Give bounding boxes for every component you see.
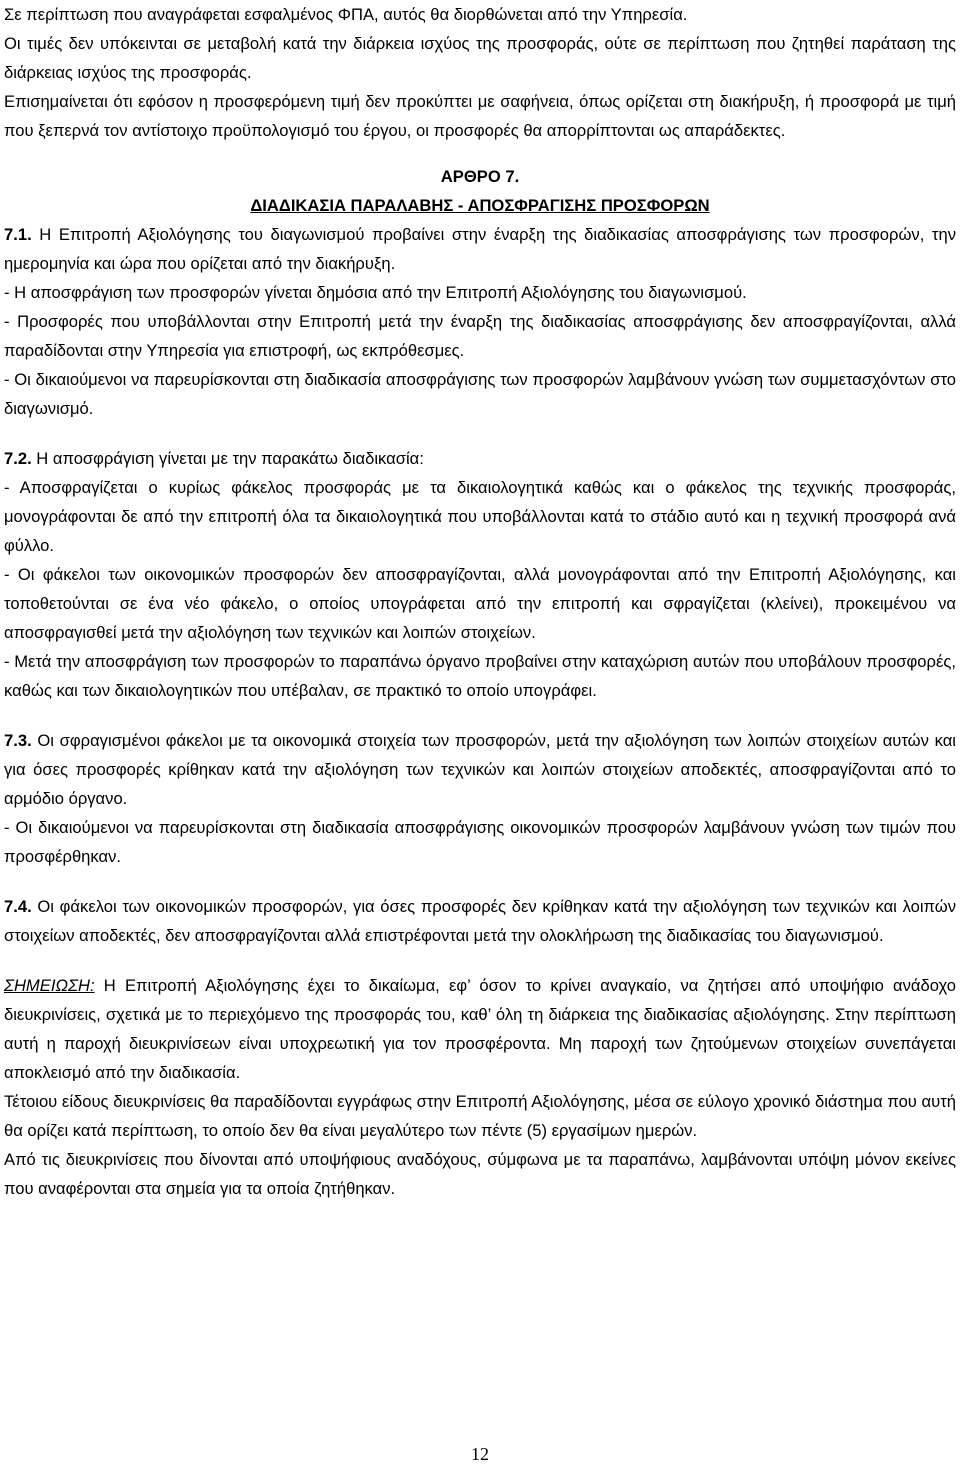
section-7-3-text: Οι σφραγισμένοι φάκελοι με τα οικονομικά στοιχεία των προσφορών, μετά την αξιολόγηση των λοιπών στοιχείων αυτών και για όσες προσφορές κρίθηκαν κατά την αξιολόγηση των τεχνικών και λοιπών στοιχείων αποδεκτές, αποσφραγίζονται από το αρμόδιο όργανο. — [4, 731, 956, 808]
section-7-1-bullet-1: - Η αποσφράγιση των προσφορών γίνεται δημόσια από την Επιτροπή Αξιολόγησης του διαγωνισμού. — [4, 283, 747, 302]
intro-paragraph-prices: Οι τιμές δεν υπόκεινται σε μεταβολή κατά την διάρκεια ισχύος της προσφοράς, ούτε σε περίπτωση που ζητηθεί παράταση της διάρκειας ισχύος της προσφοράς. — [4, 34, 956, 82]
section-7-1 — [4, 220, 956, 278]
section-7-1-bullet-2: - Προσφορές που υποβάλλονται στην Επιτροπή μετά την έναρξη της διαδικασίας αποσφράγισης δεν αποσφραγίζονται, αλλά παραδίδονται στην Υπηρεσία για επιστροφή, ως εκπρόθεσμες. — [4, 312, 956, 360]
section-7-4 — [4, 892, 956, 950]
note-label: ΣΗΜΕΙΩΣΗ: — [4, 976, 95, 995]
section-7-3-number: 7.3. — [4, 731, 32, 750]
section-7-1-bullet-3: - Οι δικαιούμενοι να παρευρίσκονται στη διαδικασία αποσφράγισης των προσφορών λαμβάνουν γνώση των συμμετασχόντων στο διαγωνισμό. — [4, 370, 956, 418]
article-number: ΑΡΘΡΟ 7. — [440, 167, 520, 186]
section-7-3-bullet-1: - Οι δικαιούμενοι να παρευρίσκονται στη διαδικασία αποσφράγισης οικονομικών προσφορών λαμβάνουν γνώση των τιμών που προσφέρθηκαν. — [4, 818, 956, 866]
section-7-2-bullet-2: - Οι φάκελοι των οικονομικών προσφορών δεν αποσφραγίζονται, αλλά μονογράφονται από την Επιτροπή Αξιολόγησης, και τοποθετούνται σε ένα νέο φάκελο, ο οποίος υπογράφεται από την επιτροπή και σφραγίζεται (κλείνει), προκειμένου να αποσφραγισθεί μετά την αξιολόγηση των τεχνικών και λοιπών στοιχείων. — [4, 565, 956, 642]
section-7-2-text: Η αποσφράγιση γίνεται με την παρακάτω διαδικασία: — [31, 449, 424, 468]
section-7-4-number: 7.4. — [4, 897, 32, 916]
note-paragraph-2: Τέτοιου είδους διευκρινίσεις θα παραδίδονται εγγράφως στην Επιτροπή Αξιολόγησης, μέσα σε εύλογο χρονικό διάστημα που αυτή θα ορίζει κατά περίπτωση, το οποίο δεν θα είναι μεγαλύτερο των πέντε (5) εργασίμων ημερών. — [4, 1092, 956, 1140]
note-paragraph — [4, 971, 956, 1087]
section-7-1-number: 7.1. — [4, 225, 32, 244]
section-7-2-bullet-3: - Μετά την αποσφράγιση των προσφορών το παραπάνω όργανο προβαίνει στην καταχώριση αυτών που υποβάλουν προσφορές, καθώς και των δικαιολογητικών που υπέβαλαν, σε πρακτικό το οποίο υπογράφει. — [4, 652, 956, 700]
intro-paragraph-vat: Σε περίπτωση που αναγράφεται εσφαλμένος ΦΠΑ, αυτός θα διορθώνεται από την Υπηρεσία. — [4, 5, 688, 24]
section-7-3 — [4, 726, 956, 813]
note-paragraph-3: Από τις διευκρινίσεις που δίνονται από υποψήφιους αναδόχους, σύμφωνα με τα παραπάνω, λαμβάνονται υπόψη μόνον εκείνες που αναφέρονται στα σημεία για τα οποία ζητήθηκαν. — [4, 1150, 956, 1198]
section-7-1-text: Η Επιτροπή Αξιολόγησης του διαγωνισμού προβαίνει στην έναρξη της διαδικασίας αποσφράγισης των προσφορών, την ημερομηνία και ώρα που ορίζεται από την διακήρυξη. — [4, 225, 956, 273]
document-page — [4, 0, 956, 1203]
section-7-2-bullet-1: - Αποσφραγίζεται ο κυρίως φάκελος προσφοράς με τα δικαιολογητικά καθώς και ο φάκελος της τεχνικής προσφοράς, μονογράφονται δε από την επιτροπή όλα τα δικαιολογητικά που υποβάλλονται κατά το στάδιο αυτό και η τεχνική προσφορά ανά φύλλο. — [4, 478, 956, 555]
page-number: 12 — [471, 1444, 489, 1464]
intro-paragraph-rejection: Επισημαίνεται ότι εφόσον η προσφερόμενη τιμή δεν προκύπτει με σαφήνεια, όπως ορίζεται στη διακήρυξη, ή προσφορά με τιμή που ξεπερνά τον αντίστοιχο προϋπολογισμό του έργου, οι προσφορές θα απορρίπτονται ως απαράδεκτες. — [4, 92, 956, 140]
article-title: ΔΙΑΔΙΚΑΣΙΑ ΠΑΡΑΛΑΒΗΣ - ΑΠΟΣΦΡΑΓΙΣΗΣ ΠΡΟΣΦΟΡΩΝ — [250, 196, 710, 215]
section-7-2 — [4, 444, 956, 473]
section-7-2-number: 7.2. — [4, 449, 32, 468]
note-text: Η Επιτροπή Αξιολόγησης έχει το δικαίωμα, εφ’ όσον το κρίνει αναγκαίο, να ζητήσει από υποψήφιο ανάδοχο διευκρινίσεις, σχετικά με το περιεχόμενο της προσφοράς του, καθ’ όλη τη διάρκεια της διαδικασίας αξιολόγησης. Στην περίπτωση αυτή η παροχή διευκρινίσεων είναι υποχρεωτική για τον προσφέροντα. Μη παροχή των ζητούμενων στοιχείων συνεπάγεται αποκλεισμό από την διαδικασία. — [4, 976, 956, 1082]
section-7-4-text: Οι φάκελοι των οικονομικών προσφορών, για όσες προσφορές δεν κρίθηκαν κατά την αξιολόγηση των τεχνικών και λοιπών στοιχείων αποδεκτές, δεν αποσφραγίζονται αλλά επιστρέφονται μετά την ολοκλήρωση της διαδικασίας του διαγωνισμού. — [4, 897, 956, 945]
